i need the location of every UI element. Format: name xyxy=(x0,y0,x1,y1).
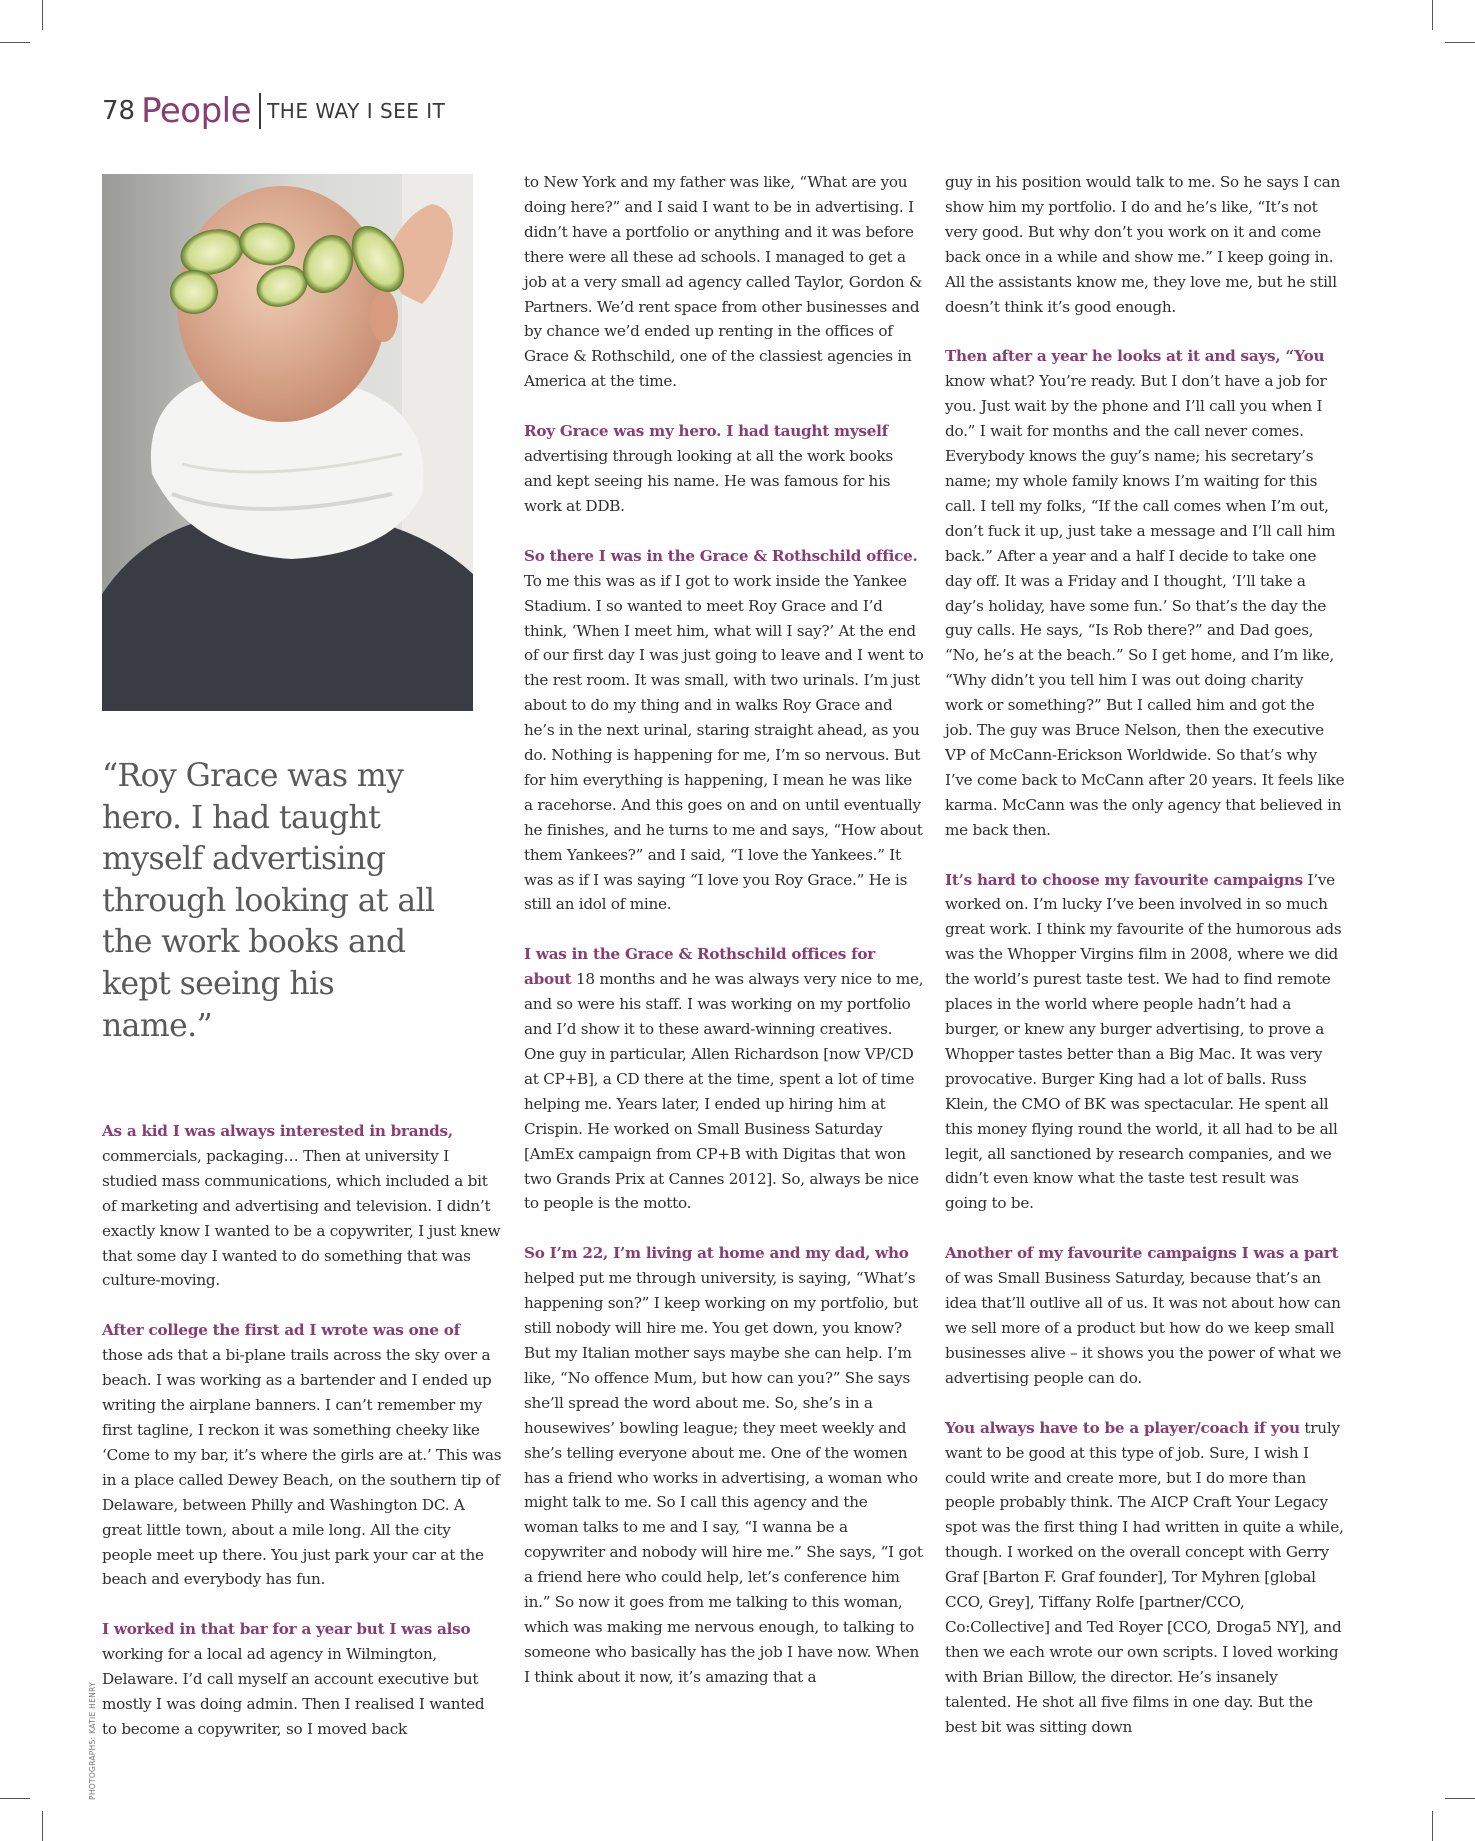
paragraph: So I’m 22, I’m living at home and my dad, who helped put me through university, is saying, “What’s happening son?” I keep working on my portfolio, but still nobody will hire me. You get down, you know? But my Italian mother says maybe she can help. I’m like, “No offence Mum, but how can you?” She says she’ll spread the word about me. So, she’s in a housewives’ bowling league; they meet weekly and she’s telling everyone about me. One of the women has a friend who works in advertising, a woman who might talk to me. So I call this agency and the woman talks to me and I say, “I wanna be a copywriter and nobody will hire me.” She says, “I got a friend here who could help, let’s conference him in.” So now it goes from me talking to this woman, which was making me nervous enough, to talking to someone who basically has the job I have now. When I think about it now, it’s amazing that a xyxy=(524,1244,923,1686)
article-column-1 xyxy=(102,1119,502,1767)
subsection-title: THE WAY I SEE IT xyxy=(267,99,446,123)
crop-mark xyxy=(1445,1798,1475,1799)
pull-quote: “Roy Grace was my hero. I had taught myself advertising through looking at all the work books and kept seeing his name.” xyxy=(102,758,435,1044)
paragraph: to New York and my father was like, “What are you doing here?” and I said I want to be in advertising. I didn’t have a portfolio or anything and it was before there were all these ad schools. I managed to get a job at a very small ad agency called Taylor, Gordon & Partners. We’d rent space from other businesses and by chance we’d ended up renting in the offices of Grace & Rothschild, one of the classiest agencies in America at the time. xyxy=(524,173,923,391)
paragraph: guy in his position would talk to me. So he says I can show him my portfolio. I do and he’s like, “It’s not very good. But why don’t you work on it and come back once in a while and show me.” I keep going in. All the assistants know me, they love me, but he still doesn’t think it’s good enough. xyxy=(945,173,1341,316)
man-with-cucumber-slices-photo xyxy=(102,174,473,711)
crop-mark xyxy=(1432,0,1433,30)
section-title: People xyxy=(141,91,252,131)
paragraph: I was in the Grace & Rothschild offices for about 18 months and he was always very nice to me, and so were his staff. I was working on my portfolio and I’d show it to these award-winning creatives. One guy in particular, Allen Richardson [now VP/CD at CP+B], a CD there at the time, spent a lot of time helping me. Years later, I ended up hiring him at Crispin. He worked on Small Business Saturday [AmEx campaign from CP+B with Digitas that won two Grands Prix at Cannes 2012]. So, always be nice to people is the motto. xyxy=(524,945,924,1213)
paragraph: Another of my favourite campaigns I was a part of was Small Business Saturday, because that’s an idea that’ll outlive all of us. It was not about how can we sell more of a product but how do we keep small businesses alive – it shows you the power of what we advertising people can do. xyxy=(945,1244,1342,1387)
crop-mark xyxy=(42,0,43,30)
page-header xyxy=(102,88,445,134)
paragraph: So there I was in the Grace & Rothschild office. To me this was as if I got to work inside the Yankee Stadium. I so wanted to meet Roy Grace and I’d think, ‘When I meet him, what will I say?’ At the end of our first day I was just going to leave and I went to the rest room. It was small, with two urinals. I’m just about to do my thing and in walks Roy Grace and he’s in the next urinal, staring straight ahead, as you do. Nothing is happening for me, I’m so nervous. But for him everything is happening, I mean he was like a racehorse. And this goes on and on until eventually he finishes, and he turns to me and says, “How about them Yankees?” and I said, “I love the Yankees.” It was as if I was saying “I love you Roy Grace.” He is still an idol of mine. xyxy=(524,546,924,914)
paragraph: I worked in that bar for a year but I was also working for a local ad agency in Wilmington, Delaware. I’d call myself an account executive but mostly I was doing admin. Then I realised I wanted to become a copywriter, so I moved back xyxy=(102,1620,485,1738)
feature-photo xyxy=(102,174,473,711)
photo-credit: PHOTOGRAPHS: KATIE HENRY xyxy=(88,1682,97,1800)
crop-mark xyxy=(42,1811,43,1841)
paragraph: As a kid I was always interested in brands, commercials, packaging… Then at university I studied mass communications, which included a bit of marketing and advertising and television. I didn’t exactly know I wanted to be a copywriter, I just knew that some day I wanted to do something that was culture-moving. xyxy=(102,1122,501,1290)
crop-mark xyxy=(0,42,30,43)
crop-mark xyxy=(1445,42,1475,43)
crop-mark xyxy=(0,1798,30,1799)
article-column-2 xyxy=(524,170,924,1715)
crop-mark xyxy=(1432,1811,1433,1841)
paragraph: It’s hard to choose my favourite campaigns I’ve worked on. I’m lucky I’ve been involved in so much great work. I think my favourite of the humorous ads was the Whopper Virgins film in 2008, where we did the world’s purest taste test. We had to find remote places in the world where people hadn’t had a burger, or knew any burger advertising, to prove a Whopper tastes better than a Big Mac. It was very provocative. Burger King had a lot of balls. Russ Klein, the CMO of BK was spectacular. He spent all this money flying round the world, it all had to be all legit, all sanctioned by research companies, and we didn’t even know what the taste test result was going to be. xyxy=(945,870,1342,1213)
page-number: 78 xyxy=(102,96,136,126)
article-column-3 xyxy=(945,170,1345,1764)
paragraph: Then after a year he looks at it and says, “You know what? You’re ready. But I don’t have a job for you. Just wait by the phone and I’ll call you when I do.” I wait for months and the call never comes. Everybody knows the guy’s name; his secretary’s name; my whole family knows I’m waiting for this call. I tell my folks, “If the call comes when I’m out, don’t fuck it up, just take a message and I’ll call him back.” After a year and a half I decide to take one day off. It was a Friday and I thought, ‘I’ll take a day’s holiday, have some fun.’ So that’s the day the guy calls. He says, “Is Rob there?” and Dad goes, “No, he’s at the beach.” So I get home, and I’m like, “Why didn’t you tell him I was out doing charity work or something?” But I called him and got the job. The guy was Bruce Nelson, then the executive VP of McCann-Erickson Worldwide. So that’s why I’ve come back to McCann after 20 years. It feels like karma. McCann was the only agency that believed in me back then. xyxy=(945,347,1345,839)
header-divider xyxy=(259,93,261,129)
paragraph: Roy Grace was my hero. I had taught myself advertising through looking at all the work books and kept seeing his name. He was famous for his work at DDB. xyxy=(524,422,893,515)
paragraph: You always have to be a player/coach if you truly want to be good at this type of job. Sure, I wish I could write and create more, but I do more than people probably think. The AICP Craft Your Legacy spot was the first thing I had written in quite a while, though. I worked on the overall concept with Gerry Graf [Barton F. Graf founder], Tor Myhren [global CCO, Grey], Tiffany Rolfe [partner/CCO, Co:Collective] and Ted Royer [CCO, Droga5 NY], and then we each wrote our own scripts. I loved working with Brian Billow, the director. He’s insanely talented. He shot all five films in one day. But the best bit was sitting down xyxy=(945,1418,1344,1736)
paragraph: After college the first ad I wrote was one of those ads that a bi-plane trails across the sky over a beach. I was working as a bartender and I ended up writing the airplane banners. I can’t remember my first tagline, I reckon it was something cheeky like ‘Come to my bar, it’s where the girls are at.’ This was in a place called Dewey Beach, on the southern tip of Delaware, between Philly and Washington DC. A great little town, about a mile long. All the city people meet up there. You just park your car at the beach and everybody has fun. xyxy=(102,1321,502,1589)
